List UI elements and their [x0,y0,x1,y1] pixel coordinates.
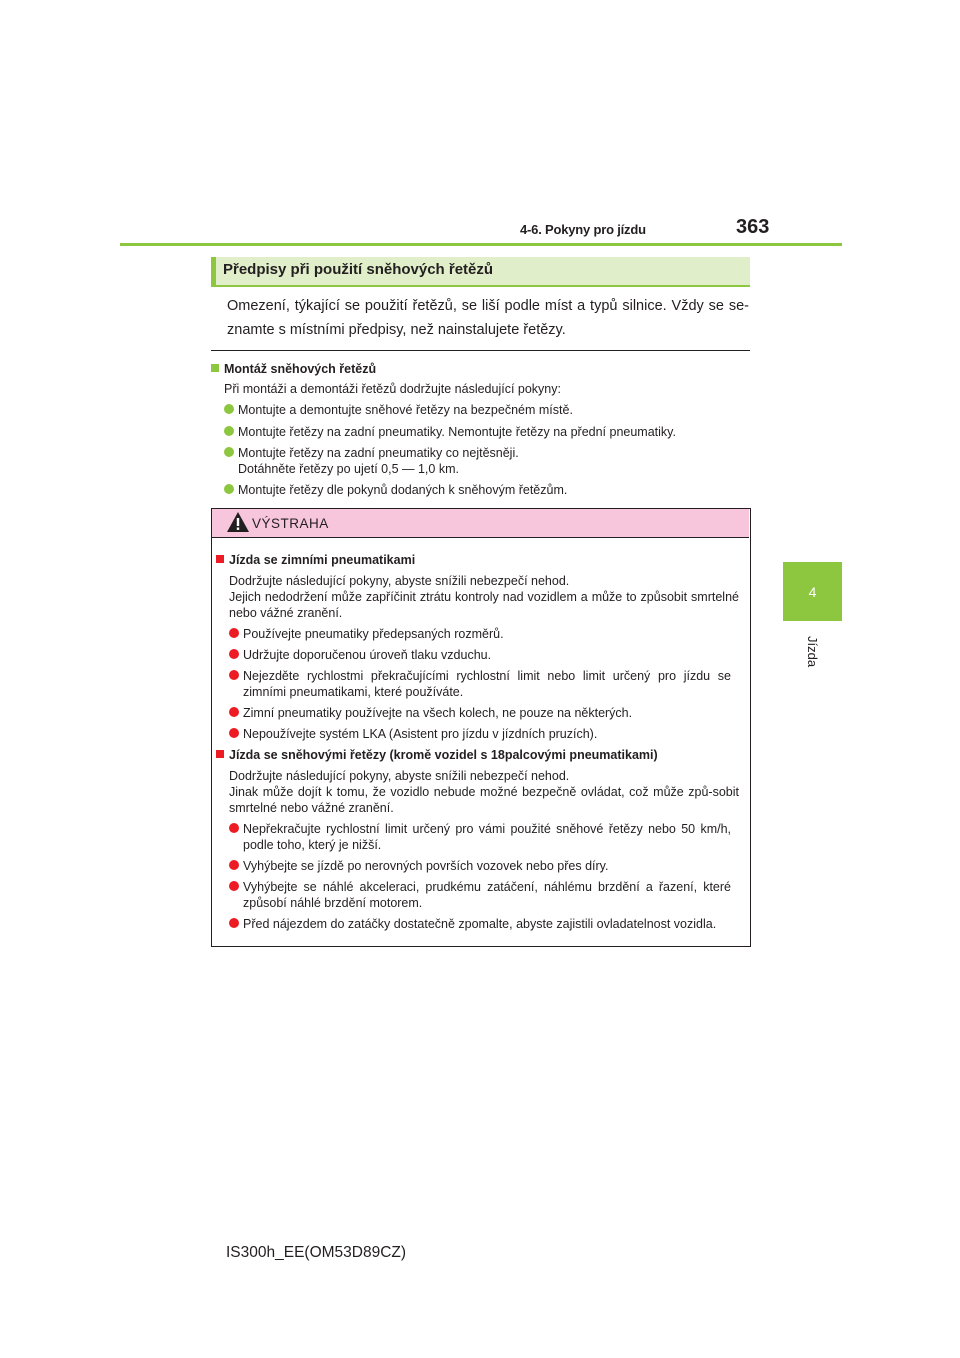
bullet-icon [229,918,239,928]
running-header-section: 4-6. Pokyny pro jízdu [520,222,646,237]
mounting-bullet: Montujte řetězy na zadní pneumatiky co nejtěsněji. [224,445,519,461]
bullet-icon [229,728,239,738]
bullet-icon [229,823,239,833]
header-rule [120,243,842,246]
warning-bullet: Zimní pneumatiky používejte na všech kolech, ne pouze na některých. [229,705,743,721]
bullet-icon [229,649,239,659]
bullet-icon [224,426,234,436]
square-bullet-icon [211,364,219,372]
warning-triangle-icon [226,511,250,533]
chapter-tab: 4 [783,562,842,621]
bullet-icon [229,670,239,680]
warning-block-title: Jízda se zimními pneumatikami [216,552,744,568]
square-bullet-icon [216,750,224,758]
warning-lead: Dodržujte následující pokyny, abyste snížili nebezpečí nehod. [229,769,570,783]
bullet-icon [224,404,234,414]
separator-line [211,350,750,351]
warning-bullet: Udržujte doporučenou úroveň tlaku vzduchu. [229,647,743,663]
section-intro: Omezení, týkající se použití řetězů, se liší podle míst a typů silnice. Vždy se se-znamte s místními předpisy, než nainstalujete řetězy. [227,298,749,338]
bullet-icon [229,707,239,717]
warning-bullet: Vyhýbejte se náhlé akceleraci, prudkému zatáčení, náhlému brzdění a řazení, které způsobí náhlé brzdění motorem. [229,879,731,911]
page-number: 363 [736,216,770,238]
warning-lead: Dodržujte následující pokyny, abyste snížili nebezpečí nehod. [229,574,570,588]
bullet-icon [224,447,234,457]
bullet-icon [224,484,234,494]
mounting-title: Montáž sněhových řetězů [211,361,376,377]
section-heading: Předpisy při použití sněhových řetězů [223,261,494,278]
warning-bullet: Nejezděte rychlostmi překračujícími rychlostní limit nebo limit určený pro jízdu se zimními pneumatikami, které používáte. [229,668,731,700]
warning-bullet: Nepřekračujte rychlostní limit určený pro vámi použité sněhové řetězy nebo 50 km/h, podle toho, který je nižší. [229,821,731,853]
section-heading-bar [211,257,216,287]
warning-bullet: Používejte pneumatiky předepsaných rozměrů. [229,626,743,642]
warning-title: VÝSTRAHA [252,516,329,531]
warning-bullet: Před nájezdem do zatáčky dostatečně zpomalte, abyste zajistili ovladatelnost vozidla. [229,916,743,932]
bullet-icon [229,881,239,891]
warning-lead: Jejich nedodržení může zapříčinit ztrátu kontroly nad vozidlem a může to způsobit smrtelné nebo vážné zranění. [229,590,739,620]
mounting-bullet-continuation: Dotáhněte řetězy po ujetí 0,5 — 1,0 km. [238,462,459,476]
warning-bullet: Vyhýbejte se jízdě po nerovných površích vozovek nebo přes díry. [229,858,743,874]
bullet-icon [229,628,239,638]
warning-bullet: Nepoužívejte systém LKA (Asistent pro jízdu v jízdních pruzích). [229,726,743,742]
warning-lead: Jinak může dojít k tomu, že vozidlo nebude možné bezpečně ovládat, což může způ-sobit smrtelné nebo vážné zranění. [229,785,739,815]
mounting-lead: Při montáži a demontáži řetězů dodržujte následující pokyny: [224,382,561,396]
bullet-icon [229,860,239,870]
mounting-bullet: Montujte a demontujte sněhové řetězy na bezpečném místě. [224,402,573,418]
warning-block-title: Jízda se sněhovými řetězy (kromě vozidel s 18palcovými pneumatikami) [216,747,744,763]
mounting-bullet: Montujte řetězy na zadní pneumatiky. Nemontujte řetězy na přední pneumatiky. [224,424,676,440]
mounting-bullet: Montujte řetězy dle pokynů dodaných k sněhovým řetězům. [224,482,567,498]
footer-model: IS300h_EE(OM53D89CZ) [226,1244,407,1261]
chapter-label: Jízda [805,636,820,668]
square-bullet-icon [216,555,224,563]
